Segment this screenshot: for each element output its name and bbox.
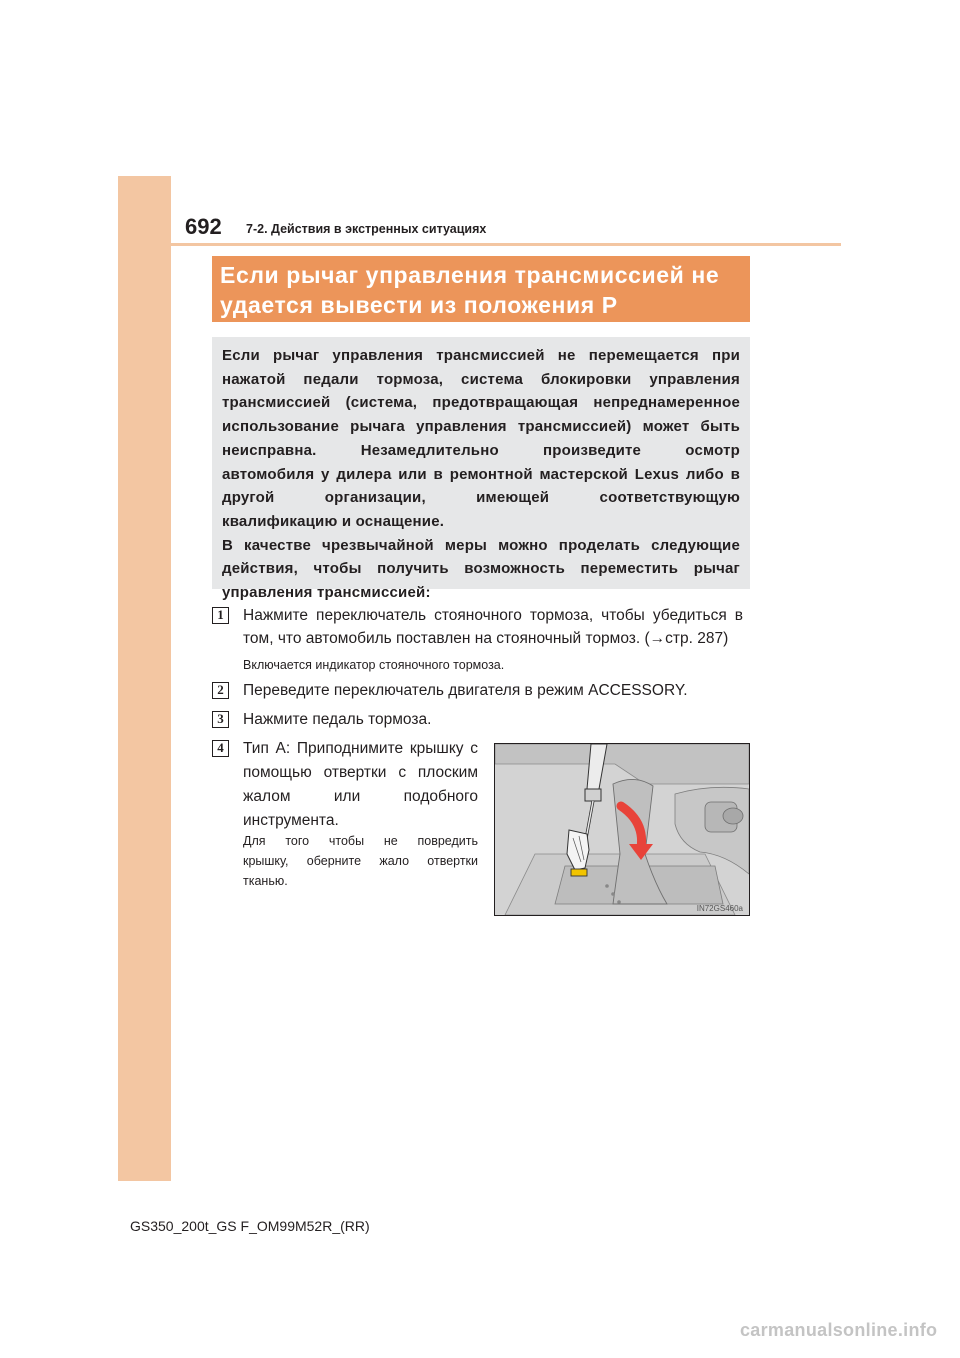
step-number-2: 2 [212, 682, 229, 699]
intro-line: управления трансмиссией: [222, 584, 431, 602]
intro-line: неисправна. Незамедлительно произведите осмотр [222, 441, 740, 459]
step-4-text-line: помощью отвертки с плоским [243, 764, 478, 781]
step-number-3: 3 [212, 711, 229, 728]
step-1-text-line-1: Нажмите переключатель стояночного тормоза, чтобы убедиться в [243, 607, 743, 624]
step-1-text-line-2: том, что автомобиль поставлен на стояночный тормоз. (→стр. 287) [243, 630, 729, 647]
step-4-note-line: тканью. [243, 874, 288, 888]
intro-line: действия, чтобы получить возможность переместить рычаг [222, 560, 740, 578]
illustration-code: IN72GS460a [696, 904, 743, 913]
intro-line: Если рычаг управления трансмиссией не перемещается при [222, 347, 740, 364]
intro-line: использование рычага управления трансмиссией) может быть [222, 418, 740, 436]
intro-line: В качестве чрезвычайной меры можно проделать следующие [222, 536, 740, 554]
step-number-1: 1 [212, 607, 229, 624]
intro-box [212, 337, 750, 602]
illustration-drawing [495, 744, 749, 915]
step-4-text-line: Тип A: Приподнимите крышку с [243, 740, 478, 757]
step-number-4: 4 [212, 740, 229, 757]
section-title-line-2: удается вывести из положения P [220, 292, 618, 318]
step-4-text-line: жалом или подобного [243, 788, 478, 805]
header-rule [171, 243, 841, 246]
watermark: carmanualsonline.info [740, 1320, 938, 1340]
shift-lever-illustration [494, 743, 750, 916]
intro-line: нажатой педали тормоза, система блокировки управления [222, 370, 740, 388]
intro-line: квалификацию и оснащение. [222, 512, 445, 530]
step-3-text: Нажмите педаль тормоза. [243, 711, 432, 728]
step-1-note: Включается индикатор стояночного тормоза. [243, 658, 505, 672]
section-label: 7-2. Действия в экстренных ситуациях [246, 222, 487, 236]
intro-line: другой организации, имеющей соответствующую [222, 489, 740, 507]
intro-line: трансмиссией (система, предотвращающая непреднамеренное [222, 394, 740, 412]
step-2-text: Переведите переключатель двигателя в режим ACCESSORY. [243, 682, 688, 699]
side-band [118, 176, 171, 1181]
step-4-note-line: крышку, оберните жало отвертки [243, 854, 478, 868]
section-title-box [212, 256, 750, 322]
page-number: 692 [185, 214, 222, 239]
section-title-line-1: Если рычаг управления трансмиссией не [220, 262, 720, 288]
intro-line: автомобиля у дилера или в ремонтной мастерской Lexus либо в [222, 465, 740, 483]
step-4-note-line: Для того чтобы не повредить [243, 834, 478, 848]
footer-model: GS350_200t_GS F_OM99M52R_(RR) [130, 1218, 370, 1234]
step-4-text-line: инструмента. [243, 812, 339, 829]
